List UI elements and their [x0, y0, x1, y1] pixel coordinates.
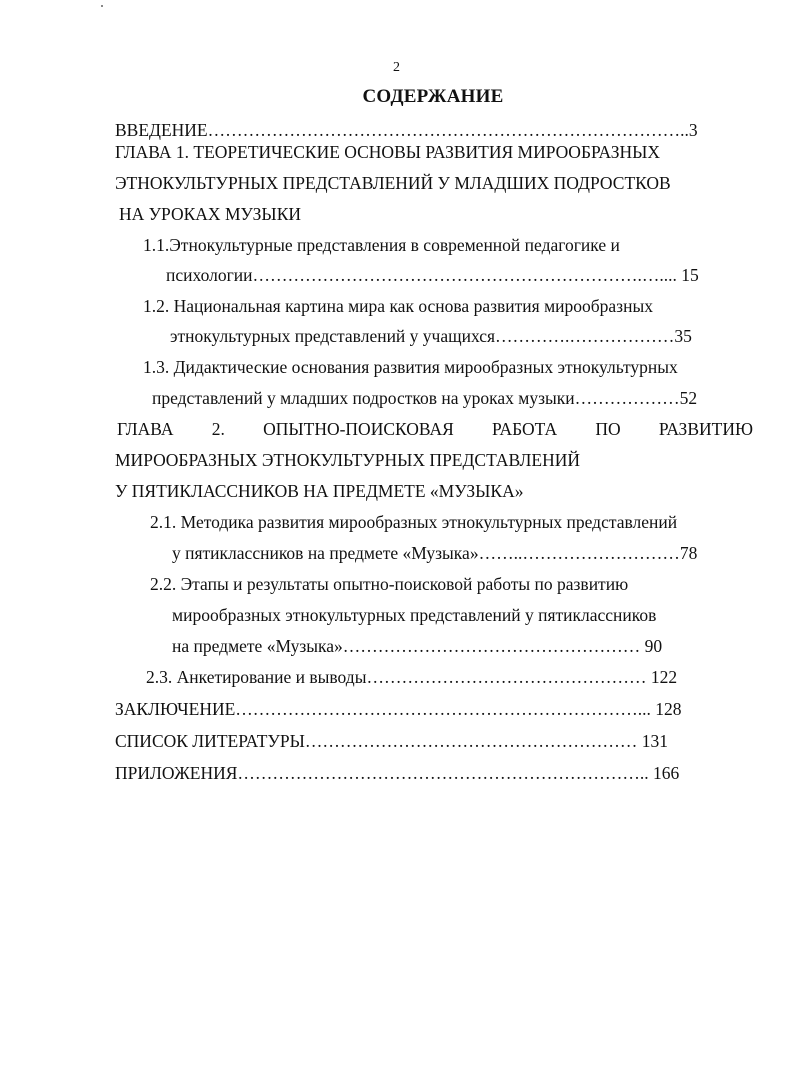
toc-chapter-2-heading-line-3: У ПЯТИКЛАССНИКОВ НА ПРЕДМЕТЕ «МУЗЫКА» [115, 481, 524, 501]
toc-section-1-3-line-1: 1.3. Дидактические основания развития мирообразных этнокультурных [143, 357, 678, 377]
toc-section-2-2-line-3: на предмете «Музыка»…………………………………………… 90 [172, 636, 663, 656]
toc-entry-bibliography: СПИСОК ЛИТЕРАТУРЫ………………………………………………… 131 [115, 731, 668, 751]
heading-word: ОПЫТНО-ПОИСКОВАЯ [263, 419, 454, 439]
toc-chapter-1-heading-line-3: НА УРОКАХ МУЗЫКИ [119, 204, 302, 224]
heading-word: РАБОТА [491, 419, 558, 439]
toc-section-2-2-line-1: 2.2. Этапы и результаты опытно-поисковой работы по развитию [150, 574, 629, 594]
toc-entry-appendices: ПРИЛОЖЕНИЯ…………………………………………………………….. 166 [115, 763, 680, 783]
heading-word: ПО [595, 419, 621, 439]
heading-word: РАЗВИТИЮ [658, 419, 753, 439]
toc-chapter-1-heading-line-2: ЭТНОКУЛЬТУРНЫХ ПРЕДСТАВЛЕНИЙ У МЛАДШИХ ПОДРОСТКОВ [115, 173, 671, 193]
heading-word: ГЛАВА [117, 419, 174, 439]
toc-chapter-1-heading-line-1: ГЛАВА 1. ТЕОРЕТИЧЕСКИЕ ОСНОВЫ РАЗВИТИЯ МИРООБРАЗНЫХ [115, 142, 660, 162]
toc-chapter-2-heading-line-2: МИРООБРАЗНЫХ ЭТНОКУЛЬТУРНЫХ ПРЕДСТАВЛЕНИЙ [115, 450, 581, 470]
toc-section-1-1-line-1: 1.1.Этнокультурные представления в современной педагогике и [143, 235, 620, 255]
toc-chapter-2-heading-line-1 [117, 418, 753, 440]
page-number: 2 [393, 60, 400, 75]
scan-speck [101, 5, 103, 7]
toc-entry-introduction: ВВЕДЕНИЕ………………………………………………………………………..3 [115, 120, 698, 140]
toc-title: СОДЕРЖАНИЕ [362, 86, 504, 107]
toc-entry-conclusion: ЗАКЛЮЧЕНИЕ……………………………………………………………... 128 [115, 699, 682, 719]
toc-section-2-2-line-2: мирообразных этнокультурных представлений у пятиклассников [172, 605, 657, 625]
toc-section-1-2-line-2: этнокультурных представлений у учащихся………….………………35 [170, 326, 692, 346]
toc-section-1-3-line-2: представлений у младших подростков на уроках музыки………………52 [152, 388, 698, 408]
toc-section-1-2-line-1: 1.2. Национальная картина мира как основа развития мирообразных [143, 296, 653, 316]
toc-section-2-3: 2.3. Анкетирование и выводы………………………………………… 122 [146, 667, 678, 687]
toc-section-2-1-line-2: у пятиклассников на предмете «Музыка»……..………………………78 [172, 543, 698, 563]
toc-section-2-1-line-1: 2.1. Методика развития мирообразных этнокультурных представлений [150, 512, 678, 532]
toc-section-1-1-line-2: психологии………………………………………………………….….... 15 [166, 265, 699, 285]
heading-word: 2. [211, 419, 225, 439]
